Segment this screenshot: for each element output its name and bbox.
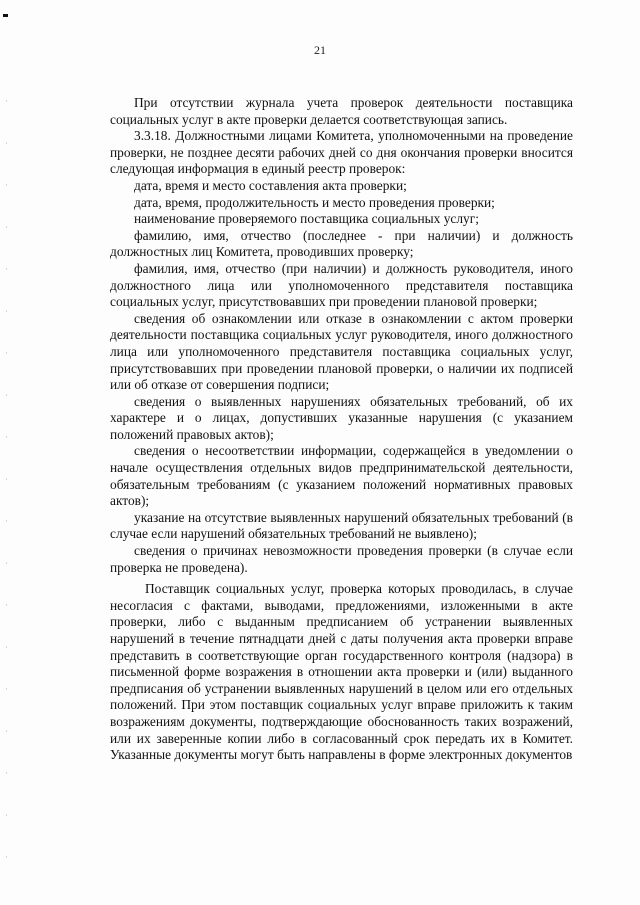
list-item: сведения о причинах невозможности проведения проверки (в случае если проверка не проведена). <box>110 543 573 575</box>
paragraph: 3.3.18. Должностными лицами Комитета, уполномоченными на проведение проверки, не позднее десяти рабочих дней со дня окончания проверки вносится следующая информация в единый реестр проверок: <box>110 128 573 177</box>
list-item: наименование проверяемого поставщика социальных услуг; <box>134 211 479 227</box>
paragraph: Поставщик социальных услуг, проверка которых проводилась, в случае несогласия с фактами, выводами, предложениями, изложенными в акте проверки, либо с выданным предписанием об устранении выявленных нарушений в течение пятнадцати дней с даты получения акта проверки вправе представить в соответствующие орган государственного контроля (надзора) в письменной форме возражения в отношении акта проверки и (или) выданного предписания об устранении выявленных нарушений в целом или его отдельных положений. При этом поставщик социальных услуг вправе приложить к таким возражениям документы, подтверждающие обоснованность таких возражений, или их заверенные копии либо в согласованный срок передать их в Комитет. Указанные документы могут быть направлены в форме электронных документов <box>110 581 573 763</box>
scan-artifact <box>3 14 8 17</box>
list-item: сведения о несоответствии информации, содержащейся в уведомлении о начале осуществления отдельных видов предпринимательской деятельности, обязательным требованиям (с указанием положений нормативных правовых актов); <box>110 443 573 509</box>
document-body <box>110 95 573 764</box>
list-item: дата, время, продолжительность и место проведения проверки; <box>134 194 495 210</box>
list-item: фамилия, имя, отчество (при наличии) и должность руководителя, иного должностного лица или уполномоченного представителя поставщика социальных услуг, присутствовавших при проведении плановой проверки; <box>110 260 573 310</box>
scan-margin-marks <box>6 60 7 860</box>
list-item: фамилию, имя, отчество (последнее - при наличии) и должность должностных лиц Комитета, проводивших проверку; <box>110 227 573 260</box>
paragraph: При отсутствии журнала учета проверок деятельности поставщика социальных услуг в акте проверки делается соответствующая запись. <box>110 95 573 127</box>
list-item: указание на отсутствие выявленных нарушений обязательных требований (в случае если нарушений обязательных требований не выявлено); <box>110 509 573 542</box>
list-item: дата, время и место составления акта проверки; <box>134 177 407 193</box>
list-item: сведения об ознакомлении или отказе в ознакомлении с актом проверки деятельности поставщика социальных услуг руководителя, иного должностного лица или уполномоченного представителя поставщика социальных услуг, присутствовавших при проведении плановой проверки, о наличии их подписей или об отказе от совершения подписи; <box>110 310 573 393</box>
list-item: сведения о выявленных нарушениях обязательных требований, об их характере и о лицах, допустивших указанные нарушения (с указанием положений правовых актов); <box>110 393 573 442</box>
page-number: 21 <box>314 43 326 57</box>
